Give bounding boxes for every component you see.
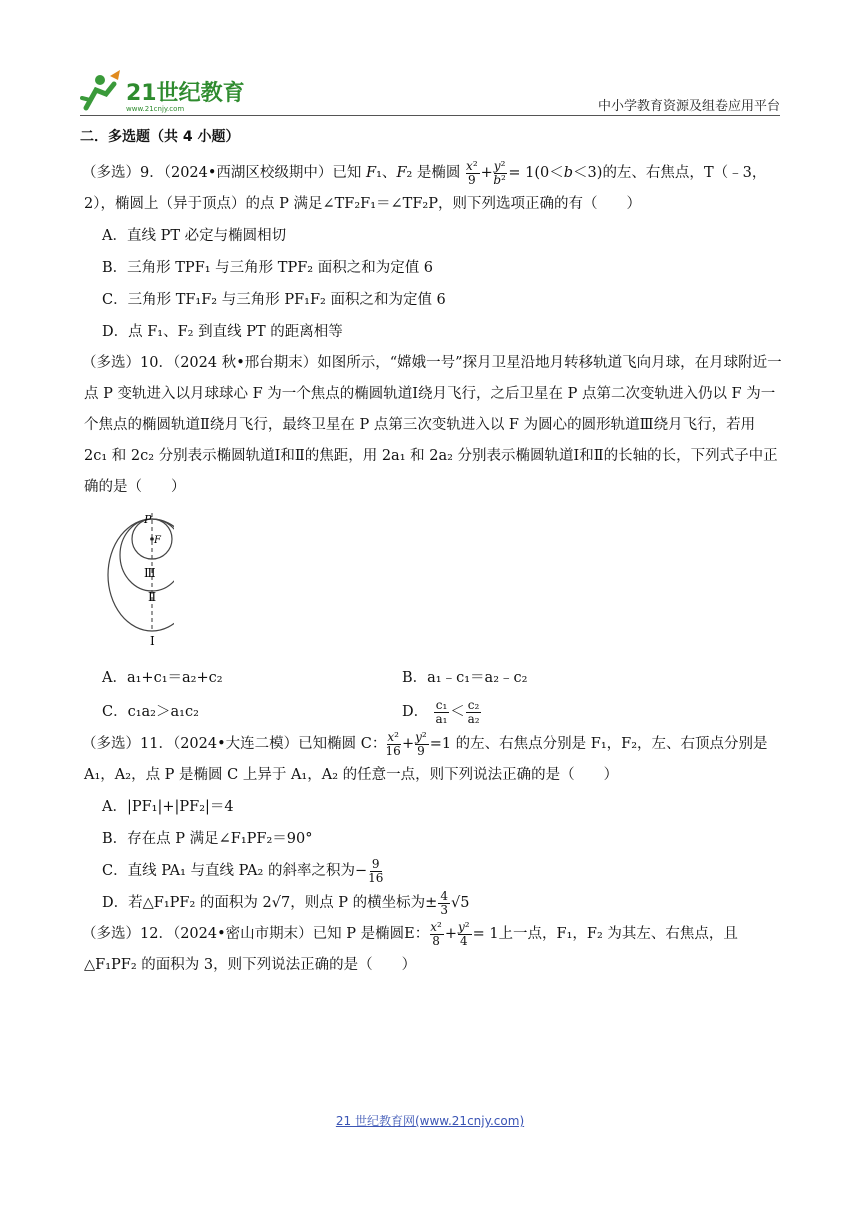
section-title: 二．多选题（共 4 小题） [80, 129, 240, 145]
frac-4-3: $\frac{4}{3}$ [440, 888, 448, 917]
page-content [82, 126, 782, 981]
q10-options [102, 661, 782, 729]
q11-option-d[interactable] [102, 887, 782, 919]
q10-option-a[interactable]: A．a₁+c₁＝a₂+c₂ [102, 670, 223, 686]
q9-option-b[interactable]: B．三角形 TPF₁ 与三角形 TPF₂ 面积之和为定值 6 [102, 260, 434, 276]
frac-x2-9: $\frac{\text{x²}}{9}$ [466, 158, 478, 187]
q9-text-3: T（﹣3，2），椭圆上（异于顶点）的点 P 满足∠TF₂F₁＝∠TF₂P，则下列选项正确的有（ ） [84, 165, 767, 212]
frac-9-16: $\frac{9}{16}$ [368, 856, 384, 885]
frac-c1-a1: $\frac{\text{c₁}}{\text{a₁}}$ [435, 697, 448, 726]
q10-option-b[interactable]: B．a₁﹣c₁＝a₂﹣c₂ [402, 670, 528, 686]
q11-option-b[interactable]: B．存在点 P 满足∠F₁PF₂＝90° [102, 831, 313, 847]
frac-x2-8: $\frac{\text{x²}}{8}$ [430, 919, 442, 948]
question-11-stem: （多选）11．（2024•大连二模）已知椭圆 C： $\frac{\text{x²}}{16}$ + $\frac{\text{y²}}{9}$ =1 的左、右焦点分别是 F₁，F₂，左、右顶点分别是 A₁，A₂，点 P 是椭圆 C 上异于 A₁，A₂ 的任意一点，则下列说法正确的是（ ） [82, 729, 768, 783]
orbit-ii [120, 519, 174, 591]
q9-text-2: 的左、右焦点， [602, 165, 704, 181]
label-i: Ⅰ [150, 634, 155, 648]
page-header [80, 62, 780, 118]
frac-x2-16: $\frac{\text{x²}}{16}$ [385, 729, 401, 758]
q10-option-d[interactable]: D． $\frac{\text{c₁}}{\text{a₁}}$ ＜ $\frac{\text{c₂}}{\text{a₂}}$ [402, 697, 480, 726]
logo [80, 68, 250, 114]
frac-y2-b2: $\frac{\text{y²}}{\text{b²}}$ [493, 158, 506, 187]
logo-url: www.21cnjy.com [126, 105, 185, 113]
q9-option-c[interactable]: C．三角形 TF₁F₂ 与三角形 PF₁F₂ 面积之和为定值 6 [102, 292, 446, 308]
page-footer [0, 1112, 860, 1129]
logo-text: 21世纪教育 [126, 81, 245, 106]
platform-name: 中小学教育资源及组卷应用平台 [597, 99, 780, 114]
footer-link[interactable]: 21 世纪教育网(www.21cnjy.com) [335, 1114, 525, 1128]
label-iii: Ⅲ [144, 566, 156, 580]
header-divider [80, 115, 780, 116]
q9-lead: （多选）9．（2024•西湖区校级期中）已知 [82, 165, 367, 181]
q11-option-a[interactable]: A．|PF₁|+|PF₂|＝4 [102, 799, 234, 815]
q10-option-c[interactable]: C．c₁a₂＞a₁c₂ [102, 704, 199, 720]
label-ii: Ⅱ [148, 590, 157, 604]
q11-option-c-text: C．直线 PA₁ 与直线 PA₂ 的斜率之积为− [102, 863, 368, 879]
label-p: P [144, 513, 152, 526]
question-10-stem: （多选）10．（2024 秋•邢台期末）如图所示，“嫦娥一号”探月卫星沿地月转移轨道飞向月球，在月球附近一点 P 变轨进入以月球球心 F 为一个焦点的椭圆轨道Ⅰ绕月飞行，之后卫星在 P 点第二次变轨进入仍以 F 为一个焦点的椭圆轨道Ⅱ绕月飞行，最终卫星在 P 点第三次变轨进入以 F 为圆心的圆形轨道Ⅲ绕月飞行，若用 2c₁ 和 2c₂ 分别表示椭圆轨道Ⅰ和Ⅱ的焦距，用 2a₁ 和 2a₂ 分别表示椭圆轨道Ⅰ和Ⅱ的长轴的长，下列式子中正确的是（ ） [82, 355, 782, 495]
q11-lead: （多选）11．（2024•大连二模）已知椭圆 C： [82, 736, 387, 752]
frac-y2-4: $\frac{\text{y²}}{4}$ [457, 919, 470, 948]
question-9-stem: （多选）9．（2024•西湖区校级期中）已知 F₁、F₂ 是椭圆 $\frac{\text{x²}}{9}$ + $\frac{\text{y²}}{\text{b²}}$ = 1(0＜b＜3)的左、右焦点，T（﹣3，2），椭圆上（异于顶点）的点 P 满足∠TF₂F₁＝∠TF₂P，则下列选项正确的有（ ） [82, 158, 767, 212]
q9-option-a[interactable]: A．直线 PT 必定与椭圆相切 [102, 228, 287, 244]
frac-c2-a2: $\frac{\text{c₂}}{\text{a₂}}$ [467, 697, 480, 726]
frac-y2-9: $\frac{\text{y²}}{9}$ [415, 729, 427, 758]
q10-option-d-label: D． [402, 704, 429, 720]
q12-rest: 上一点，F₁，F₂ 为其左、右焦点，且△F₁PF₂ 的面积为 3，则下列说法正确的是（ ） [84, 926, 738, 973]
q12-lead: （多选）12．（2024•密山市期末）已知 P 是椭圆E： [82, 926, 430, 942]
question-12-stem: （多选）12．（2024•密山市期末）已知 P 是椭圆E： $\frac{\text{x²}}{8}$ + $\frac{\text{y²}}{4}$ = 1上一点，F₁，F₂ 为其左、右焦点，且△F₁PF₂ 的面积为 3，则下列说法正确的是（ ） [82, 919, 738, 973]
q9-option-d[interactable]: D．点 F₁、F₂ 到直线 PT 的距离相等 [102, 324, 343, 340]
orbit-figure [104, 511, 174, 651]
q9-text-1: 是椭圆 [416, 165, 461, 181]
q11-rest: 的左、右焦点分别是 F₁，F₂，左、右顶点分别是 A₁，A₂，点 P 是椭圆 C 上异于 A₁，A₂ 的任意一点，则下列说法正确的是（ ） [84, 736, 768, 783]
q11-option-d-text: D．若△F₁PF₂ 的面积为 2√7，则点 P 的横坐标为± [102, 895, 438, 911]
orbit-i [108, 519, 174, 631]
q11-option-c[interactable] [102, 855, 782, 887]
label-f: F [154, 535, 161, 546]
q11-option-d-tail: √5 [450, 895, 470, 911]
